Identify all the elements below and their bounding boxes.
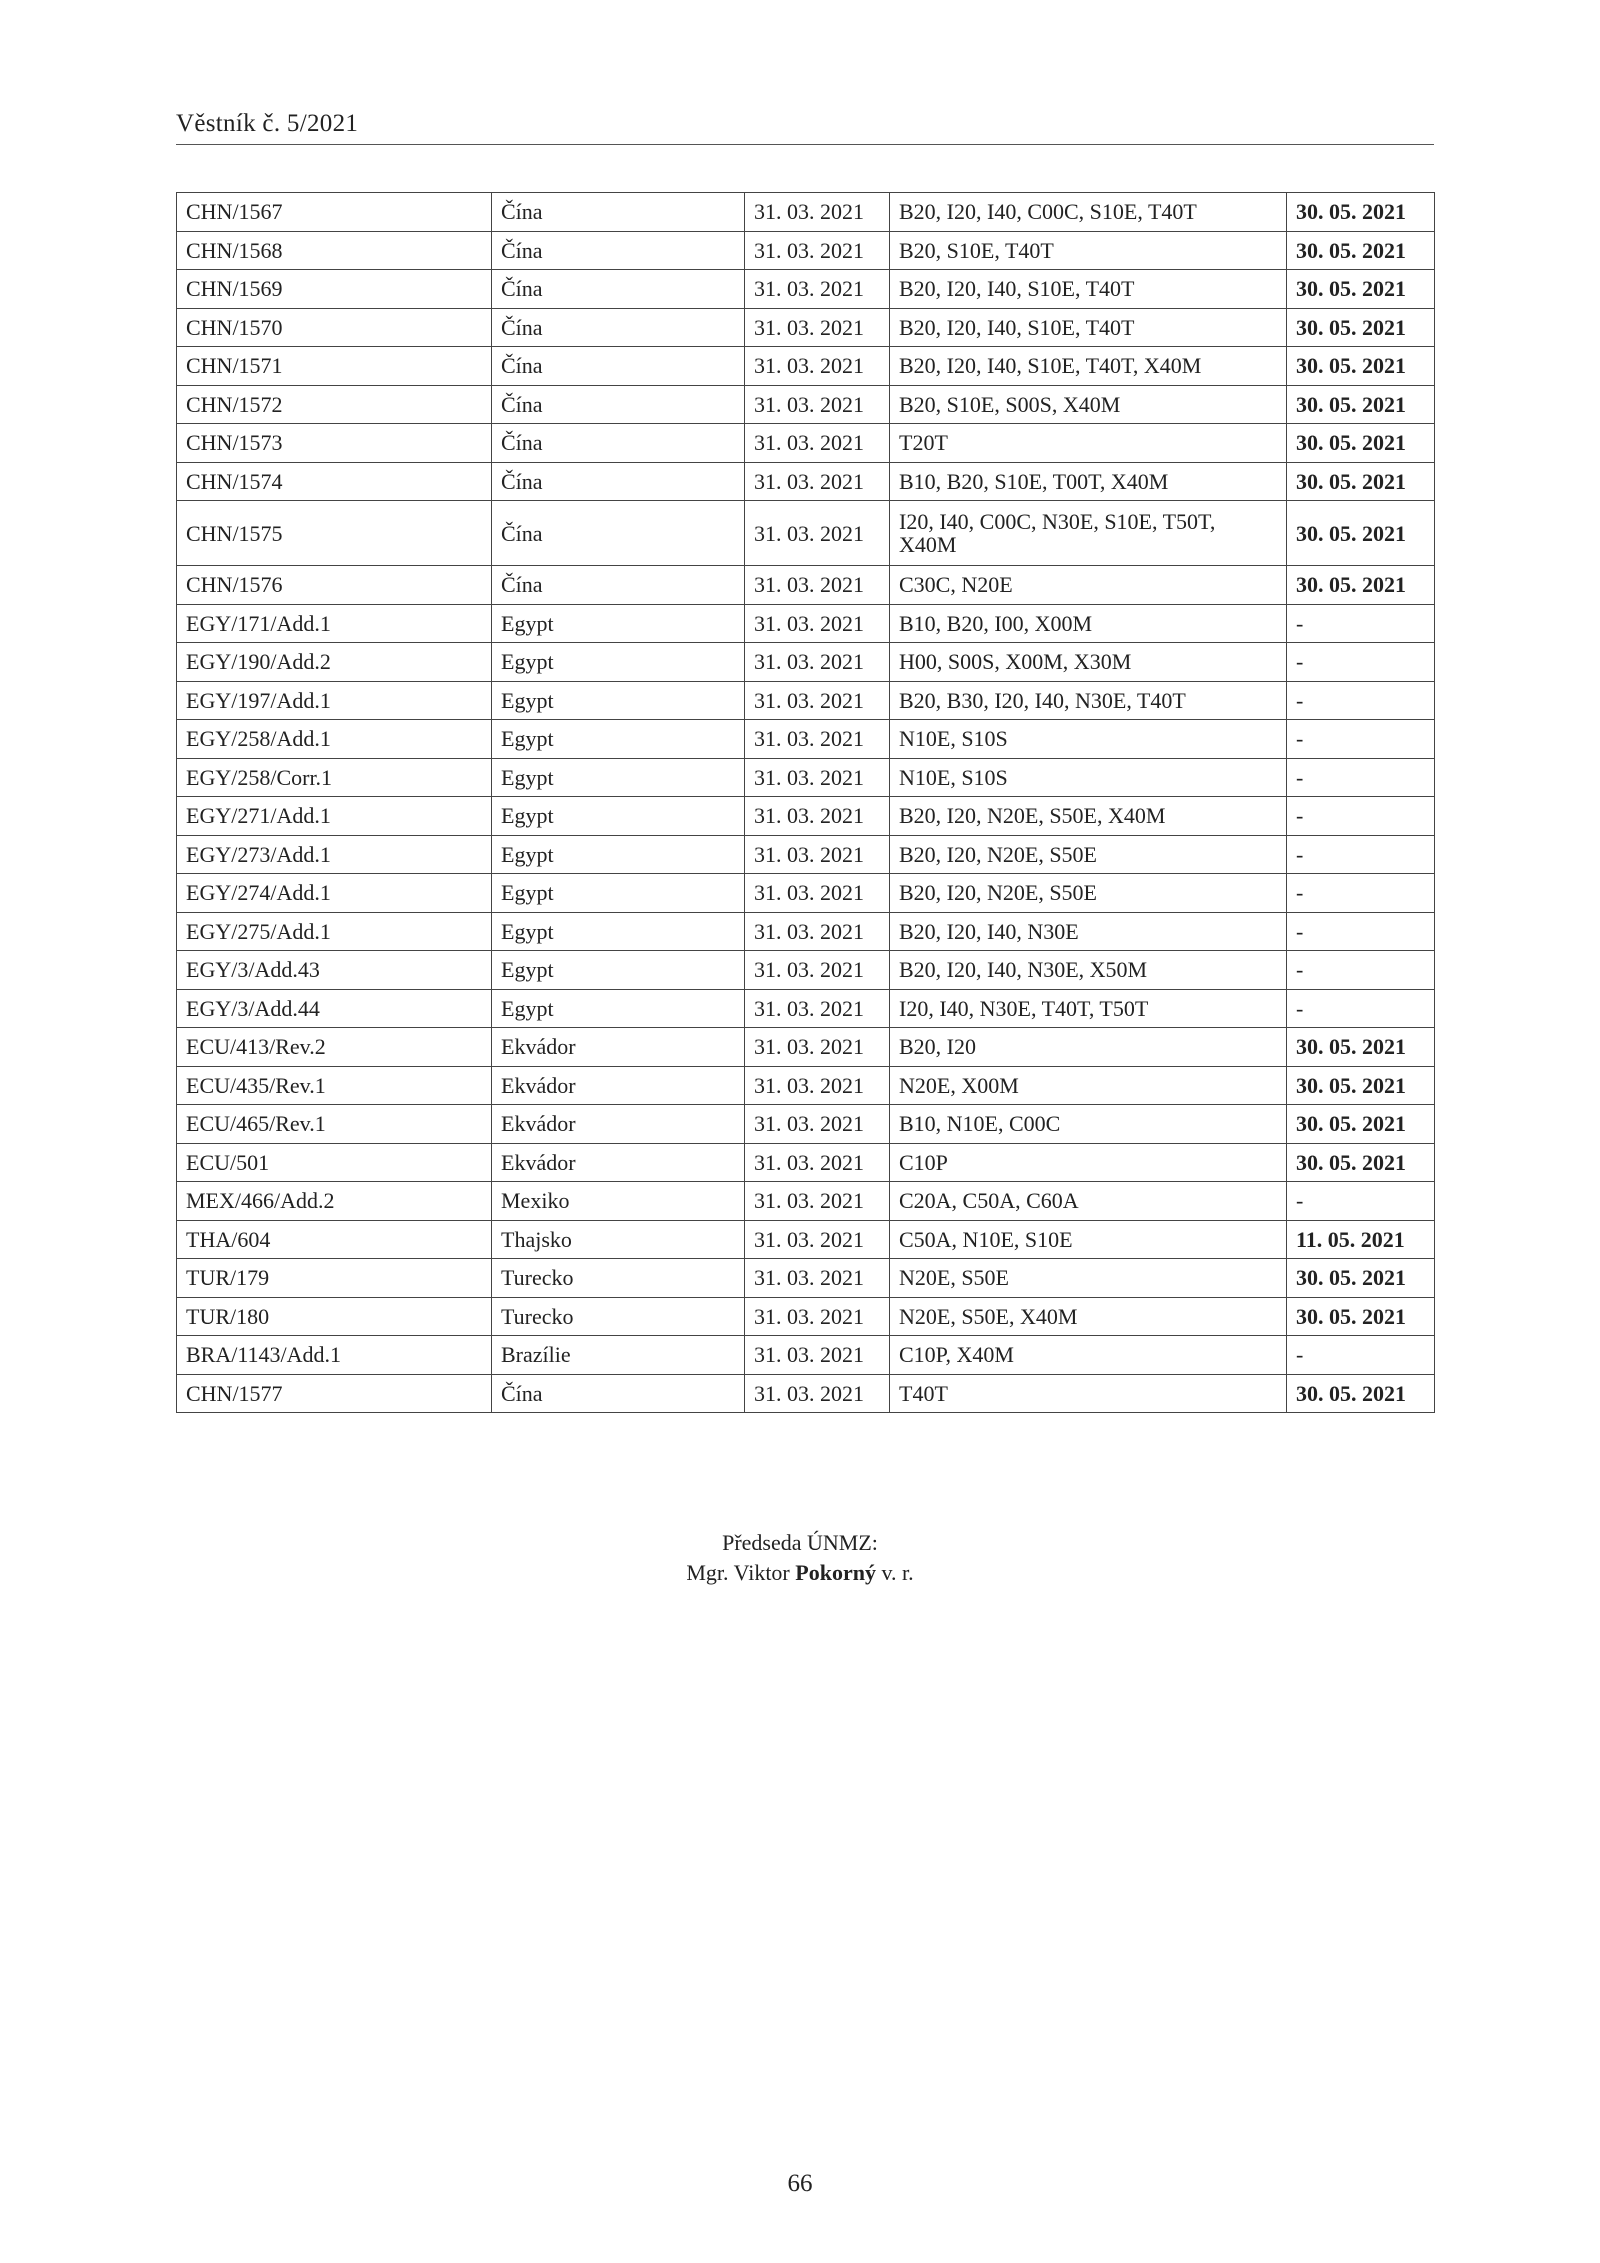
deadline-cell: 30. 05. 2021 — [1287, 1105, 1435, 1144]
notification-id-cell: CHN/1577 — [177, 1374, 492, 1413]
notification-id-cell: EGY/258/Add.1 — [177, 720, 492, 759]
notification-id-cell: CHN/1576 — [177, 566, 492, 605]
signature-suffix: v. r. — [875, 1560, 914, 1585]
ics-codes-cell: T20T — [890, 424, 1287, 463]
date-cell: 31. 03. 2021 — [745, 1336, 890, 1375]
country-cell: Egypt — [492, 604, 745, 643]
country-cell: Thajsko — [492, 1220, 745, 1259]
ics-codes-cell: B20, I20, I40, S10E, T40T — [890, 308, 1287, 347]
notification-id-cell: ECU/465/Rev.1 — [177, 1105, 492, 1144]
table-row — [177, 604, 1435, 643]
ics-codes-cell: N10E, S10S — [890, 758, 1287, 797]
deadline-cell: 30. 05. 2021 — [1287, 1066, 1435, 1105]
table-row — [177, 1066, 1435, 1105]
deadline-cell: 30. 05. 2021 — [1287, 1259, 1435, 1298]
notification-id-cell: CHN/1574 — [177, 462, 492, 501]
notification-id-cell: TUR/180 — [177, 1297, 492, 1336]
notification-id-cell: CHN/1571 — [177, 347, 492, 386]
country-cell: Egypt — [492, 681, 745, 720]
ics-codes-cell: B20, I20, N20E, S50E — [890, 835, 1287, 874]
country-cell: Čína — [492, 231, 745, 270]
deadline-cell: - — [1287, 681, 1435, 720]
date-cell: 31. 03. 2021 — [745, 231, 890, 270]
deadline-cell: 30. 05. 2021 — [1287, 270, 1435, 309]
notification-id-cell: EGY/171/Add.1 — [177, 604, 492, 643]
notification-id-cell: MEX/466/Add.2 — [177, 1182, 492, 1221]
country-cell: Ekvádor — [492, 1105, 745, 1144]
deadline-cell: - — [1287, 1336, 1435, 1375]
table-row — [177, 308, 1435, 347]
date-cell: 31. 03. 2021 — [745, 989, 890, 1028]
table-row — [177, 835, 1435, 874]
date-cell: 31. 03. 2021 — [745, 1220, 890, 1259]
date-cell: 31. 03. 2021 — [745, 720, 890, 759]
notification-table — [176, 192, 1435, 1413]
date-cell: 31. 03. 2021 — [745, 1297, 890, 1336]
date-cell: 31. 03. 2021 — [745, 1105, 890, 1144]
country-cell: Ekvádor — [492, 1066, 745, 1105]
country-cell: Egypt — [492, 758, 745, 797]
ics-codes-cell: B10, B20, I00, X00M — [890, 604, 1287, 643]
date-cell: 31. 03. 2021 — [745, 566, 890, 605]
notification-id-cell: CHN/1573 — [177, 424, 492, 463]
date-cell: 31. 03. 2021 — [745, 385, 890, 424]
notification-id-cell: ECU/501 — [177, 1143, 492, 1182]
table-row — [177, 231, 1435, 270]
table-row — [177, 874, 1435, 913]
date-cell: 31. 03. 2021 — [745, 1259, 890, 1298]
date-cell: 31. 03. 2021 — [745, 758, 890, 797]
ics-codes-cell: B20, I20, N20E, S50E — [890, 874, 1287, 913]
deadline-cell: - — [1287, 989, 1435, 1028]
deadline-cell: - — [1287, 758, 1435, 797]
date-cell: 31. 03. 2021 — [745, 681, 890, 720]
ics-codes-cell: I20, I40, N30E, T40T, T50T — [890, 989, 1287, 1028]
ics-codes-cell: T40T — [890, 1374, 1287, 1413]
table-row — [177, 347, 1435, 386]
table-row — [177, 566, 1435, 605]
table-row — [177, 951, 1435, 990]
ics-codes-cell: B10, N10E, C00C — [890, 1105, 1287, 1144]
table-row — [177, 1259, 1435, 1298]
country-cell: Egypt — [492, 643, 745, 682]
notification-id-cell: TUR/179 — [177, 1259, 492, 1298]
notification-id-cell: CHN/1568 — [177, 231, 492, 270]
deadline-cell: 30. 05. 2021 — [1287, 501, 1435, 566]
table-row — [177, 1220, 1435, 1259]
ics-codes-cell: C10P, X40M — [890, 1336, 1287, 1375]
deadline-cell: - — [1287, 951, 1435, 990]
ics-codes-cell: B20, I20, I40, N30E, X50M — [890, 951, 1287, 990]
date-cell: 31. 03. 2021 — [745, 604, 890, 643]
deadline-cell: 30. 05. 2021 — [1287, 424, 1435, 463]
country-cell: Egypt — [492, 912, 745, 951]
notification-id-cell: EGY/275/Add.1 — [177, 912, 492, 951]
ics-codes-cell: N10E, S10S — [890, 720, 1287, 759]
ics-codes-cell: C30C, N20E — [890, 566, 1287, 605]
date-cell: 31. 03. 2021 — [745, 643, 890, 682]
deadline-cell: - — [1287, 1182, 1435, 1221]
date-cell: 31. 03. 2021 — [745, 308, 890, 347]
notification-id-cell: EGY/274/Add.1 — [177, 874, 492, 913]
table-row — [177, 270, 1435, 309]
date-cell: 31. 03. 2021 — [745, 347, 890, 386]
deadline-cell: 30. 05. 2021 — [1287, 1143, 1435, 1182]
date-cell: 31. 03. 2021 — [745, 270, 890, 309]
notification-id-cell: CHN/1570 — [177, 308, 492, 347]
deadline-cell: 30. 05. 2021 — [1287, 347, 1435, 386]
country-cell: Čína — [492, 1374, 745, 1413]
table-row — [177, 989, 1435, 1028]
country-cell: Ekvádor — [492, 1028, 745, 1067]
notification-id-cell: CHN/1567 — [177, 193, 492, 232]
table-row — [177, 1182, 1435, 1221]
notification-id-cell: EGY/190/Add.2 — [177, 643, 492, 682]
ics-codes-cell: H00, S00S, X00M, X30M — [890, 643, 1287, 682]
notification-id-cell: EGY/197/Add.1 — [177, 681, 492, 720]
notification-id-cell: EGY/258/Corr.1 — [177, 758, 492, 797]
notification-id-cell: BRA/1143/Add.1 — [177, 1336, 492, 1375]
ics-codes-cell: N20E, X00M — [890, 1066, 1287, 1105]
country-cell: Čína — [492, 193, 745, 232]
signature-block — [0, 1528, 1600, 1588]
country-cell: Brazílie — [492, 1336, 745, 1375]
notification-id-cell: CHN/1575 — [177, 501, 492, 566]
country-cell: Čína — [492, 462, 745, 501]
signature-surname: Pokorný — [795, 1560, 876, 1585]
country-cell: Ekvádor — [492, 1143, 745, 1182]
table-row — [177, 1336, 1435, 1375]
country-cell: Čína — [492, 424, 745, 463]
table-row — [177, 797, 1435, 836]
country-cell: Čína — [492, 566, 745, 605]
country-cell: Egypt — [492, 835, 745, 874]
date-cell: 31. 03. 2021 — [745, 797, 890, 836]
deadline-cell: 30. 05. 2021 — [1287, 385, 1435, 424]
date-cell: 31. 03. 2021 — [745, 835, 890, 874]
ics-codes-cell: B20, I20, I40, N30E — [890, 912, 1287, 951]
date-cell: 31. 03. 2021 — [745, 462, 890, 501]
table-row — [177, 643, 1435, 682]
date-cell: 31. 03. 2021 — [745, 1182, 890, 1221]
deadline-cell: - — [1287, 912, 1435, 951]
page-header — [176, 110, 1434, 145]
country-cell: Čína — [492, 347, 745, 386]
deadline-cell: 11. 05. 2021 — [1287, 1220, 1435, 1259]
table-row — [177, 424, 1435, 463]
table-row — [177, 912, 1435, 951]
ics-codes-cell: B20, S10E, T40T — [890, 231, 1287, 270]
deadline-cell: 30. 05. 2021 — [1287, 1028, 1435, 1067]
table-row — [177, 1297, 1435, 1336]
table-row — [177, 758, 1435, 797]
country-cell: Egypt — [492, 951, 745, 990]
country-cell: Čína — [492, 270, 745, 309]
country-cell: Egypt — [492, 797, 745, 836]
ics-codes-cell: N20E, S50E — [890, 1259, 1287, 1298]
deadline-cell: 30. 05. 2021 — [1287, 308, 1435, 347]
date-cell: 31. 03. 2021 — [745, 1028, 890, 1067]
country-cell: Egypt — [492, 874, 745, 913]
notification-id-cell: ECU/413/Rev.2 — [177, 1028, 492, 1067]
table-row — [177, 385, 1435, 424]
table-row — [177, 720, 1435, 759]
bulletin-title: Věstník č. 5/2021 — [176, 110, 359, 137]
date-cell: 31. 03. 2021 — [745, 1374, 890, 1413]
ics-codes-cell: B20, I20, I40, S10E, T40T — [890, 270, 1287, 309]
notification-table-body — [177, 193, 1435, 1413]
ics-codes-cell: B20, I20, N20E, S50E, X40M — [890, 797, 1287, 836]
deadline-cell: 30. 05. 2021 — [1287, 1297, 1435, 1336]
date-cell: 31. 03. 2021 — [745, 501, 890, 566]
country-cell: Egypt — [492, 989, 745, 1028]
ics-codes-cell: B20, I20, I40, C00C, S10E, T40T — [890, 193, 1287, 232]
deadline-cell: - — [1287, 720, 1435, 759]
ics-codes-cell: I20, I40, C00C, N30E, S10E, T50T, X40M — [890, 501, 1287, 566]
country-cell: Mexiko — [492, 1182, 745, 1221]
deadline-cell: 30. 05. 2021 — [1287, 566, 1435, 605]
ics-codes-cell: B20, I20, I40, S10E, T40T, X40M — [890, 347, 1287, 386]
deadline-cell: - — [1287, 835, 1435, 874]
notification-id-cell: CHN/1572 — [177, 385, 492, 424]
deadline-cell: - — [1287, 643, 1435, 682]
country-cell: Čína — [492, 385, 745, 424]
date-cell: 31. 03. 2021 — [745, 1066, 890, 1105]
table-row — [177, 1028, 1435, 1067]
ics-codes-cell: N20E, S50E, X40M — [890, 1297, 1287, 1336]
page-number: 66 — [787, 2170, 813, 2197]
notification-id-cell: EGY/3/Add.43 — [177, 951, 492, 990]
table-row — [177, 1143, 1435, 1182]
date-cell: 31. 03. 2021 — [745, 874, 890, 913]
date-cell: 31. 03. 2021 — [745, 1143, 890, 1182]
notification-id-cell: EGY/3/Add.44 — [177, 989, 492, 1028]
table-row — [177, 193, 1435, 232]
ics-codes-cell: B20, S10E, S00S, X40M — [890, 385, 1287, 424]
country-cell: Turecko — [492, 1297, 745, 1336]
deadline-cell: - — [1287, 797, 1435, 836]
country-cell: Čína — [492, 501, 745, 566]
notification-id-cell: EGY/271/Add.1 — [177, 797, 492, 836]
table-row — [177, 681, 1435, 720]
date-cell: 31. 03. 2021 — [745, 912, 890, 951]
deadline-cell: - — [1287, 874, 1435, 913]
date-cell: 31. 03. 2021 — [745, 424, 890, 463]
country-cell: Čína — [492, 308, 745, 347]
ics-codes-cell: C10P — [890, 1143, 1287, 1182]
ics-codes-cell: B20, B30, I20, I40, N30E, T40T — [890, 681, 1287, 720]
date-cell: 31. 03. 2021 — [745, 951, 890, 990]
country-cell: Egypt — [492, 720, 745, 759]
deadline-cell: 30. 05. 2021 — [1287, 1374, 1435, 1413]
table-row — [177, 462, 1435, 501]
notification-id-cell: THA/604 — [177, 1220, 492, 1259]
notification-id-cell: CHN/1569 — [177, 270, 492, 309]
country-cell: Turecko — [492, 1259, 745, 1298]
table-row — [177, 1105, 1435, 1144]
ics-codes-cell: B20, I20 — [890, 1028, 1287, 1067]
deadline-cell: 30. 05. 2021 — [1287, 193, 1435, 232]
ics-codes-cell: C20A, C50A, C60A — [890, 1182, 1287, 1221]
date-cell: 31. 03. 2021 — [745, 193, 890, 232]
signature-role: Předseda ÚNMZ: — [722, 1530, 878, 1555]
signature-name — [0, 1558, 1600, 1588]
deadline-cell: - — [1287, 604, 1435, 643]
deadline-cell: 30. 05. 2021 — [1287, 462, 1435, 501]
notification-id-cell: ECU/435/Rev.1 — [177, 1066, 492, 1105]
ics-codes-cell: B10, B20, S10E, T00T, X40M — [890, 462, 1287, 501]
deadline-cell: 30. 05. 2021 — [1287, 231, 1435, 270]
table-row — [177, 1374, 1435, 1413]
signature-prefix: Mgr. Viktor — [686, 1560, 796, 1585]
notification-id-cell: EGY/273/Add.1 — [177, 835, 492, 874]
ics-codes-cell: C50A, N10E, S10E — [890, 1220, 1287, 1259]
table-row — [177, 501, 1435, 566]
